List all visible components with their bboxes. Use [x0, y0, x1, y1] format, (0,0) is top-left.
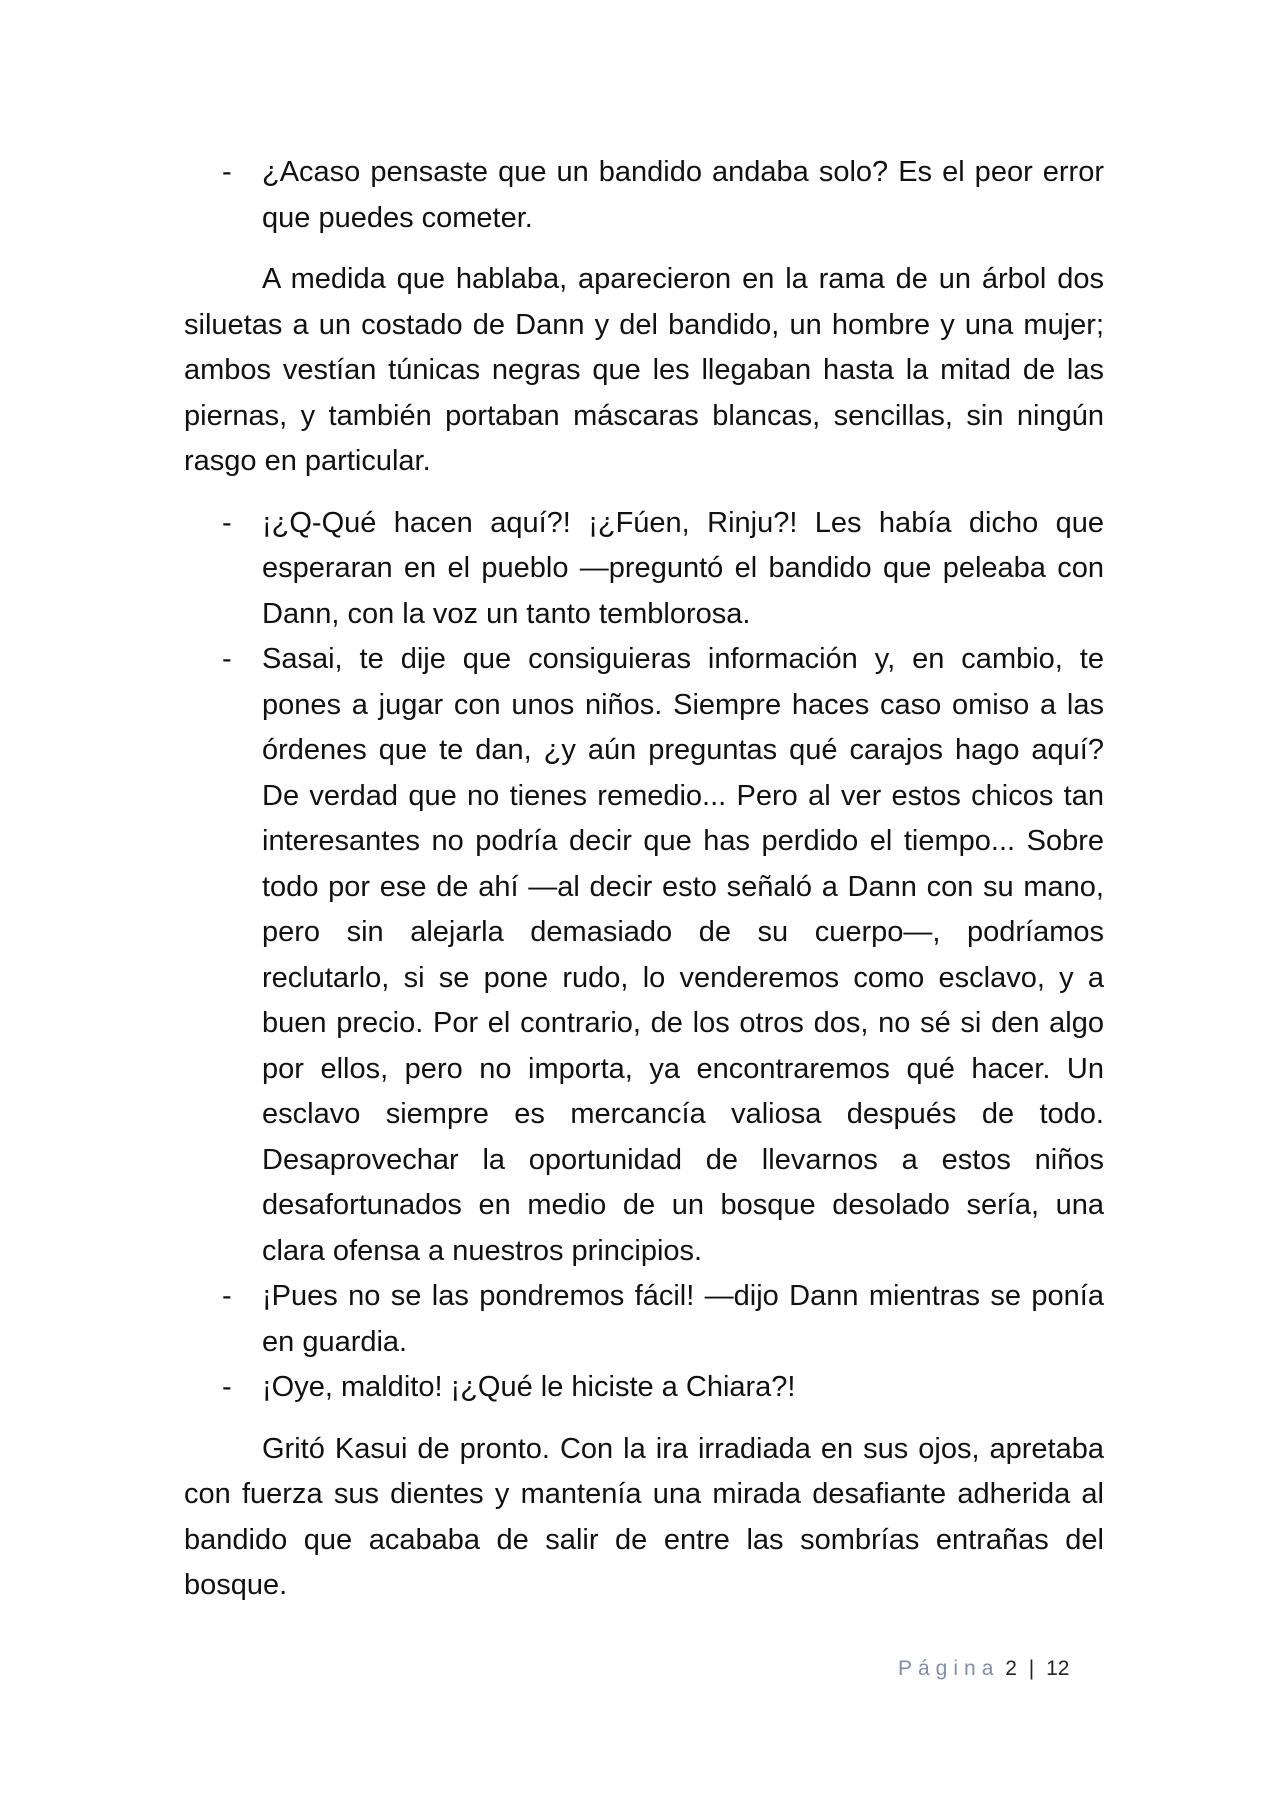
dialogue-text: ¡Oye, maldito! ¡¿Qué le hiciste a Chiara?!	[262, 1371, 796, 1403]
page-number: 2	[1005, 1657, 1017, 1680]
dialogue-dash: -	[222, 643, 232, 675]
dialogue-text: ¡¿Q-Qué hacen aquí?! ¡¿Fúen, Rinju?! Les había dicho que esperaran en el pueblo —preguntó el bandido que peleaba con Dann, con la voz un tanto temblorosa.	[262, 506, 1104, 630]
paragraph-gap	[184, 241, 1104, 257]
dialogue-line	[184, 1365, 1104, 1411]
narration-paragraph: A medida que hablaba, aparecieron en la rama de un árbol dos siluetas a un costado de Dann y del bandido, un hombre y una mujer; ambos vestían túnicas negras que les llegaban hasta la mitad de las piernas, y también portaban máscaras blancas, sencillas, sin ningún rasgo en particular.	[184, 263, 1104, 477]
page-separator: |	[1028, 1657, 1035, 1680]
dialogue-text: Sasai, te dije que consiguieras información y, en cambio, te pones a jugar con unos niños. Siempre haces caso omiso a las órdenes que te dan, ¿y aún preguntas qué carajos hago aquí? De verdad que no tienes remedio... Pero al ver estos chicos tan interesantes no podría decir que has perdido el tiempo... Sobre todo por ese de ahí —al decir esto señaló a Dann con su mano, pero sin alejarla demasiado de su cuerpo—, podríamos reclutarlo, si se pone rudo, lo venderemos como esclavo, y a buen precio. Por el contrario, de los otros dos, no sé si den algo por ellos, pero no importa, ya encontraremos qué hacer. Un esclavo siempre es mercancía valiosa después de todo. Desaprovechar la oportunidad de llevarnos a estos niños desafortunados en medio de un bosque desolado sería, una clara ofensa a nuestros principios.	[262, 643, 1104, 1267]
page-number-footer	[898, 1655, 1069, 1683]
dialogue-dash: -	[222, 506, 232, 539]
dialogue-dash: -	[222, 156, 232, 188]
dialogue-dash: -	[222, 1371, 232, 1403]
page-total: 12	[1046, 1657, 1070, 1680]
paragraph-gap	[184, 485, 1104, 501]
dialogue-dash: -	[222, 1280, 232, 1312]
paragraph-gap	[184, 1411, 1104, 1427]
dialogue-line	[184, 501, 1104, 638]
page-label: Página	[898, 1657, 1000, 1680]
dialogue-line	[184, 1274, 1104, 1365]
narration-paragraph: Gritó Kasui de pronto. Con la ira irradiada en sus ojos, apretaba con fuerza sus dientes y mantenía una mirada desafiante adherida al bandido que acababa de salir de entre las sombrías entrañas del bosque.	[184, 1432, 1104, 1601]
dialogue-text: ¡Pues no se las pondremos fácil! —dijo Dann mientras se ponía en guardia.	[262, 1280, 1104, 1358]
dialogue-line	[184, 637, 1104, 1274]
dialogue-line	[184, 150, 1104, 241]
text-body	[184, 150, 1104, 1609]
dialogue-text: ¿Acaso pensaste que un bandido andaba solo? Es el peor error que puedes cometer.	[262, 156, 1104, 234]
